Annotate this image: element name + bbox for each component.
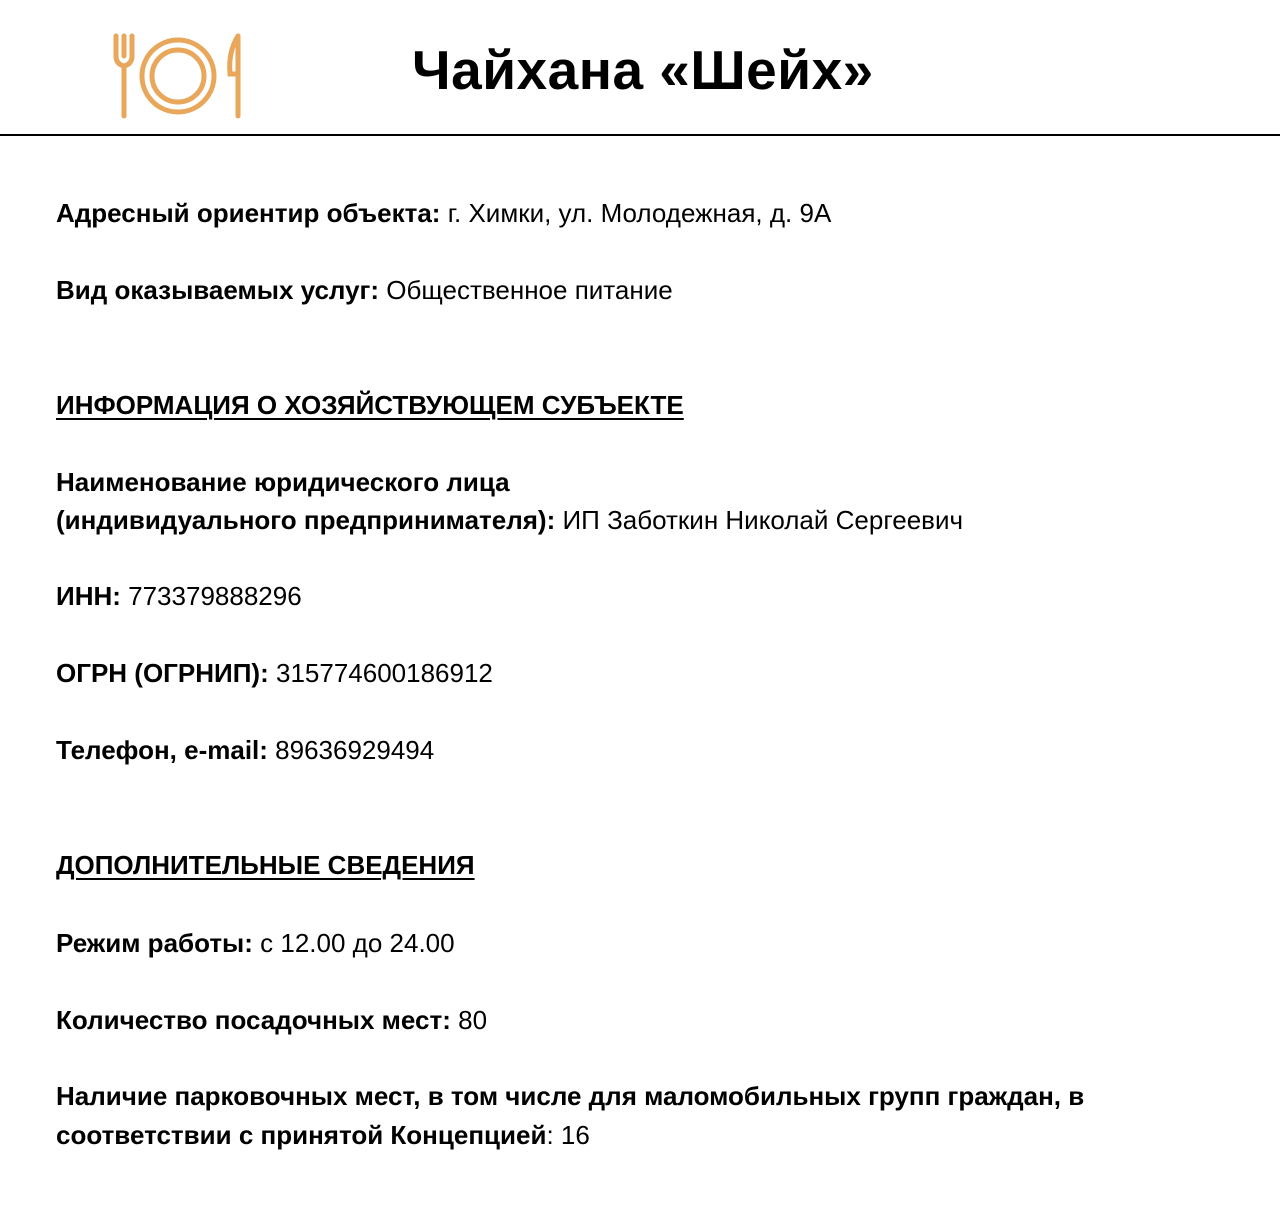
- phone-value: 89636929494: [275, 735, 435, 765]
- ogrn-row: [56, 654, 493, 692]
- parking-value: 16: [560, 1120, 590, 1150]
- ogrn-label: ОГРН (ОГРНИП):: [56, 658, 269, 688]
- ogrn-value: 315774600186912: [275, 658, 493, 688]
- hours-row: [56, 924, 455, 962]
- parking-label-second: соответствии с принятой Концепцией: [56, 1120, 547, 1150]
- seats-label: Количество посадочных мест:: [56, 1005, 451, 1035]
- page-title: Чайхана «Шейх»: [412, 39, 874, 101]
- entity-name-row: [56, 501, 963, 539]
- entity-name-label-first: Наименование юридического лица: [56, 467, 510, 497]
- inn-value: 773379888296: [128, 581, 302, 611]
- fork-plate-knife-icon: [112, 30, 244, 122]
- address-label: Адресный ориентир объекта:: [56, 198, 441, 228]
- inn-label: ИНН:: [56, 581, 121, 611]
- seats-row: [56, 1001, 487, 1039]
- hours-value: с 12.00 до 24.00: [260, 928, 455, 958]
- entity-name-value: ИП Заботкин Николай Сергеевич: [562, 505, 964, 535]
- address-row: [56, 194, 831, 232]
- parking-colon: :: [546, 1120, 554, 1150]
- address-value: г. Химки, ул. Молодежная, д. 9А: [447, 198, 832, 228]
- entity-section-heading: ИНФОРМАЦИЯ О ХОЗЯЙСТВУЮЩЕМ СУБЪЕКТЕ: [56, 390, 684, 420]
- parking-row: [56, 1116, 590, 1154]
- phone-label: Телефон, e-mail:: [56, 735, 268, 765]
- entity-name-label-second: (индивидуального предпринимателя):: [56, 505, 556, 535]
- entity-name-label-line1: [56, 463, 510, 501]
- parking-label-first: Наличие парковочных мест, в том числе для маломобильных групп граждан, в: [56, 1081, 1085, 1111]
- inn-row: [56, 577, 302, 615]
- seats-value: 80: [458, 1005, 488, 1035]
- hours-label: Режим работы:: [56, 928, 253, 958]
- phone-row: [56, 731, 434, 769]
- extra-section-heading: ДОПОЛНИТЕЛЬНЫЕ СВЕДЕНИЯ: [56, 850, 475, 880]
- document-header: [0, 0, 1280, 136]
- service-value: Общественное питание: [386, 275, 673, 305]
- service-label: Вид оказываемых услуг:: [56, 275, 380, 305]
- service-row: [56, 271, 673, 309]
- parking-label-line1: [56, 1077, 1084, 1115]
